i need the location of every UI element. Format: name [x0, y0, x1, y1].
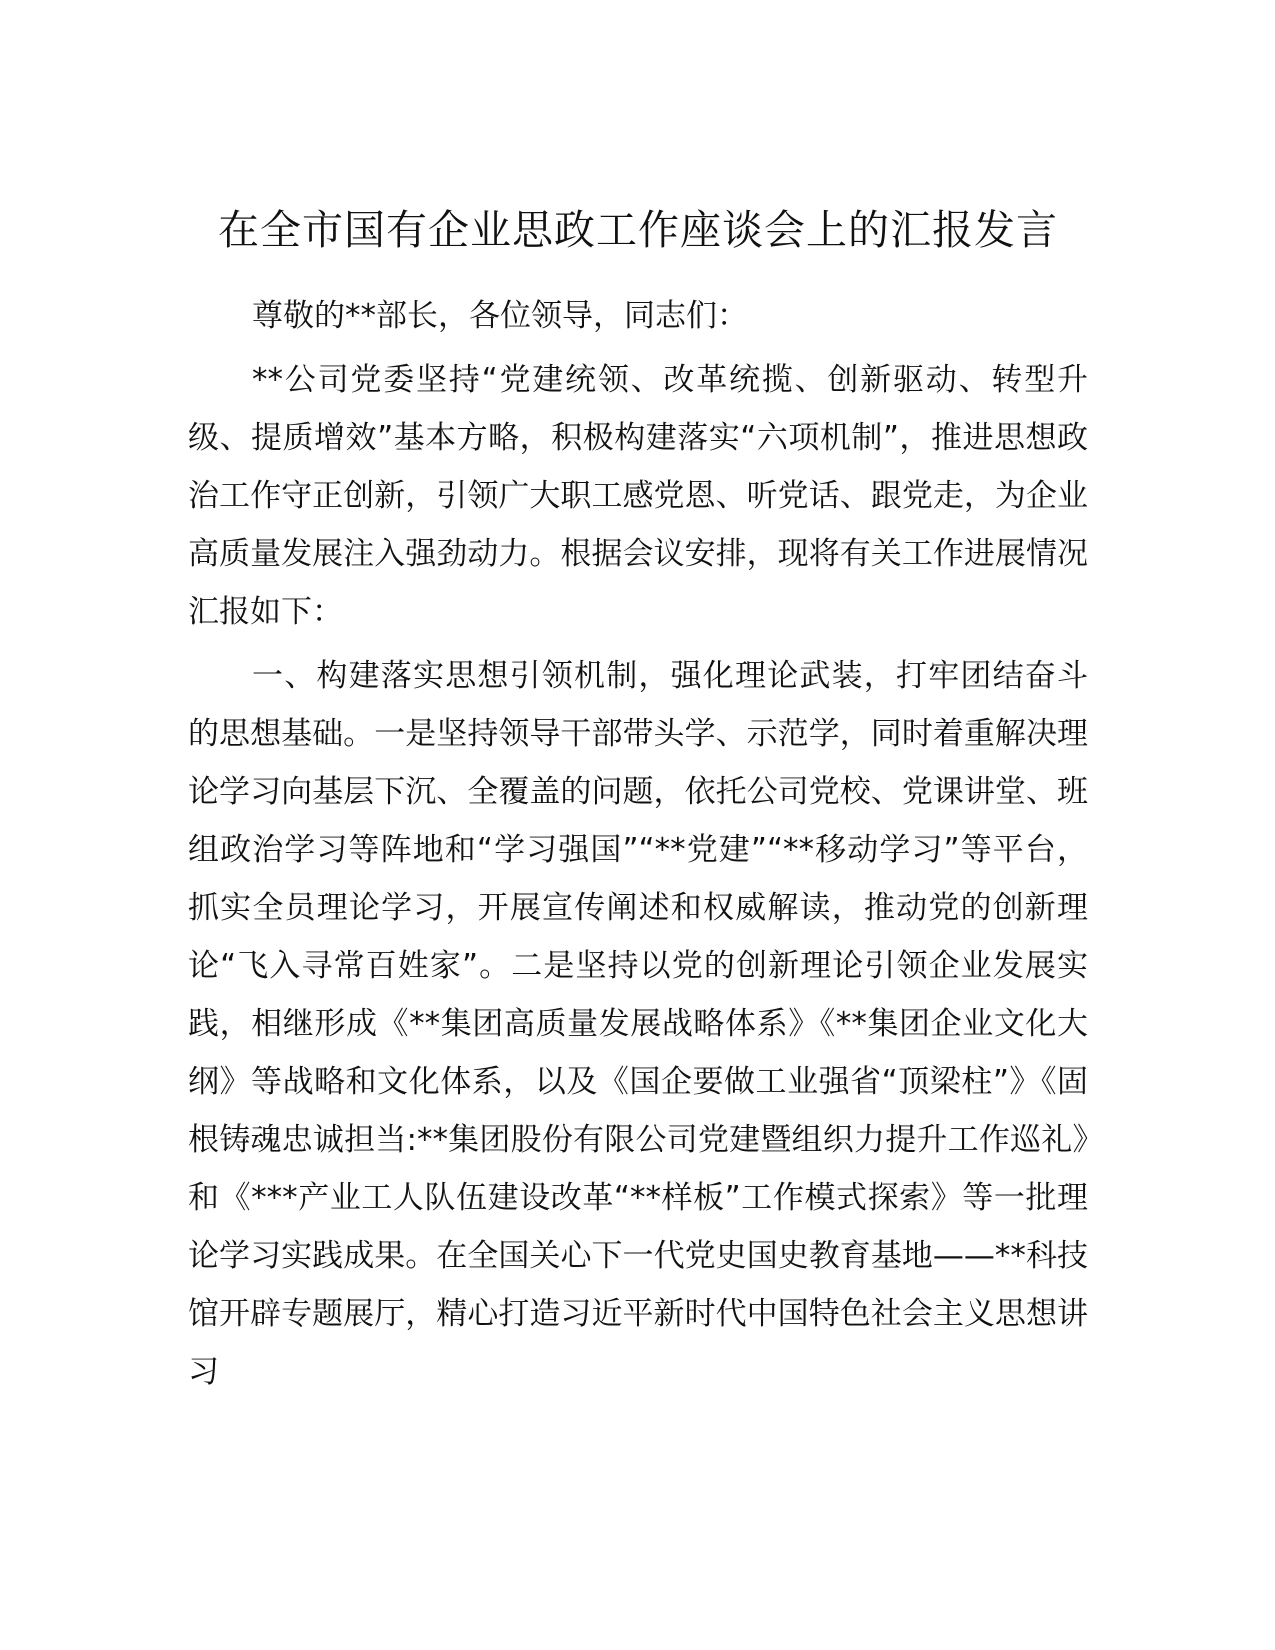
- salutation: 尊敬的**部长，各位领导，同志们：: [252, 298, 748, 334]
- document-title: 在全市国有企业思政工作座谈会上的汇报发言: [218, 206, 1058, 254]
- intro-paragraph: **公司党委坚持“党建统领、改革统揽、创新驱动、转型升级、提质增效”基本方略，积极构建落实“六项机制”，推进思想政治工作守正创新，引领广大职工感党恩、听党话、跟党走，为企业高质量发展注入强劲动力。根据会议安排，现将有关工作进展情况汇报如下：: [188, 362, 1088, 630]
- section-one-paragraph: 一、构建落实思想引领机制，强化理论武装，打牢团结奋斗的思想基础。一是坚持领导干部带头学、示范学，同时着重解决理论学习向基层下沉、全覆盖的问题，依托公司党校、党课讲堂、班组政治学习等阵地和“学习强国”“**党建”“**移动学习”等平台，抓实全员理论学习，开展宣传阐述和权威解读，推动党的创新理论“飞入寻常百姓家”。二是坚持以党的创新理论引领企业发展实践，相继形成《**集团高质量发展战略体系》《**集团企业文化大纲》等战略和文化体系，以及《国企要做工业强省“顶梁柱”》《固根铸魂忠诚担当:**集团股份有限公司党建暨组织力提升工作巡礼》和《***产业工人队伍建设改革“**样板”工作模式探索》等一批理论学习实践成果。在全国关心下一代党史国史教育基地——**科技馆开辟专题展厅，精心打造习近平新时代中国特色社会主义思想讲习: [188, 658, 1088, 1390]
- document-page: [188, 205, 1088, 1407]
